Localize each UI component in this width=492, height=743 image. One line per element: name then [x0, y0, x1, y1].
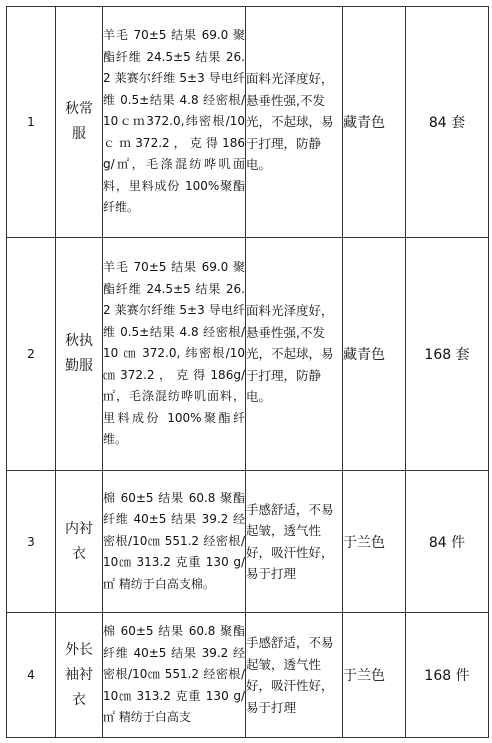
garment-name: 内衬衣	[65, 520, 93, 562]
garment-color: 藏青色	[343, 238, 406, 471]
garment-quantity: 84 件	[406, 471, 489, 613]
row-index: 3	[7, 471, 56, 613]
garment-quantity: 84 套	[406, 7, 489, 238]
row-index: 2	[7, 238, 56, 471]
garment-name: 外长袖衬衣	[65, 641, 93, 708]
table-row	[7, 238, 489, 471]
garment-color: 藏青色	[343, 7, 406, 238]
garment-name-cell	[56, 7, 103, 238]
garment-color: 于兰色	[343, 613, 406, 738]
garment-quantity: 168 件	[406, 613, 489, 738]
row-index: 1	[7, 7, 56, 238]
garment-name: 秋执勤服	[65, 333, 93, 374]
fabric-features: 手感舒适，不易起皱，透气性好，吸汗性好，易于打理	[246, 471, 343, 613]
garment-name-cell	[56, 238, 103, 471]
garment-name: 秋常服	[65, 101, 93, 142]
table-row	[7, 613, 489, 738]
table-row	[7, 7, 489, 238]
garment-color: 于兰色	[343, 471, 406, 613]
garment-quantity: 168 套	[406, 238, 489, 471]
table-row	[7, 471, 489, 613]
fabric-features: 面料光泽度好，悬垂性强,不发光，不起球，易于打理，防静电。	[246, 238, 343, 471]
uniform-spec-table	[6, 6, 489, 738]
fabric-features: 手感舒适，不易起皱，透气性好，吸汗性好，易于打理	[246, 613, 343, 738]
fabric-spec: 羊毛 70±5 结果 69.0 聚酯纤维 24.5±5 结果 26.2 莱赛尔纤维 5±3 导电纤维 0.5±结果 4.8 经密根/10 ㎝ 372.0, 纬密根/10㎝ 372.2 ， 克 得 186g/㎡，毛涤混纺哗叽面料，里料成份 100%聚酯纤维。	[103, 238, 246, 471]
garment-name-cell	[56, 613, 103, 738]
fabric-spec: 羊毛 70±5 结果 69.0 聚酯纤维 24.5±5 结果 26.2 莱赛尔纤维 5±3 导电纤维 0.5±结果 4.8 经密根/10ｃｍ372.0,纬密根/10ｃ ｍ 372.2 ， 克 得 186g/㎡，毛涤混纺哗叽面料，里料成份 100%聚酯纤维。	[103, 7, 246, 238]
row-index: 4	[7, 613, 56, 738]
fabric-features: 面料光泽度好，悬垂性强,不发光，不起球，易于打理，防静电。	[246, 7, 343, 238]
fabric-spec: 棉 60±5 结果 60.8 聚酯纤维 40±5 结果 39.2 经密根/10㎝ 551.2 经密根/10㎝ 313.2 克重 130 g/㎡ 精纺于白高支棉。	[103, 471, 246, 613]
garment-name-cell	[56, 471, 103, 613]
fabric-spec: 棉 60±5 结果 60.8 聚酯纤维 40±5 结果 39.2 经密根/10㎝ 551.2 经密根/10㎝ 313.2 克重 130 g/㎡ 精纺于白高支	[103, 613, 246, 738]
